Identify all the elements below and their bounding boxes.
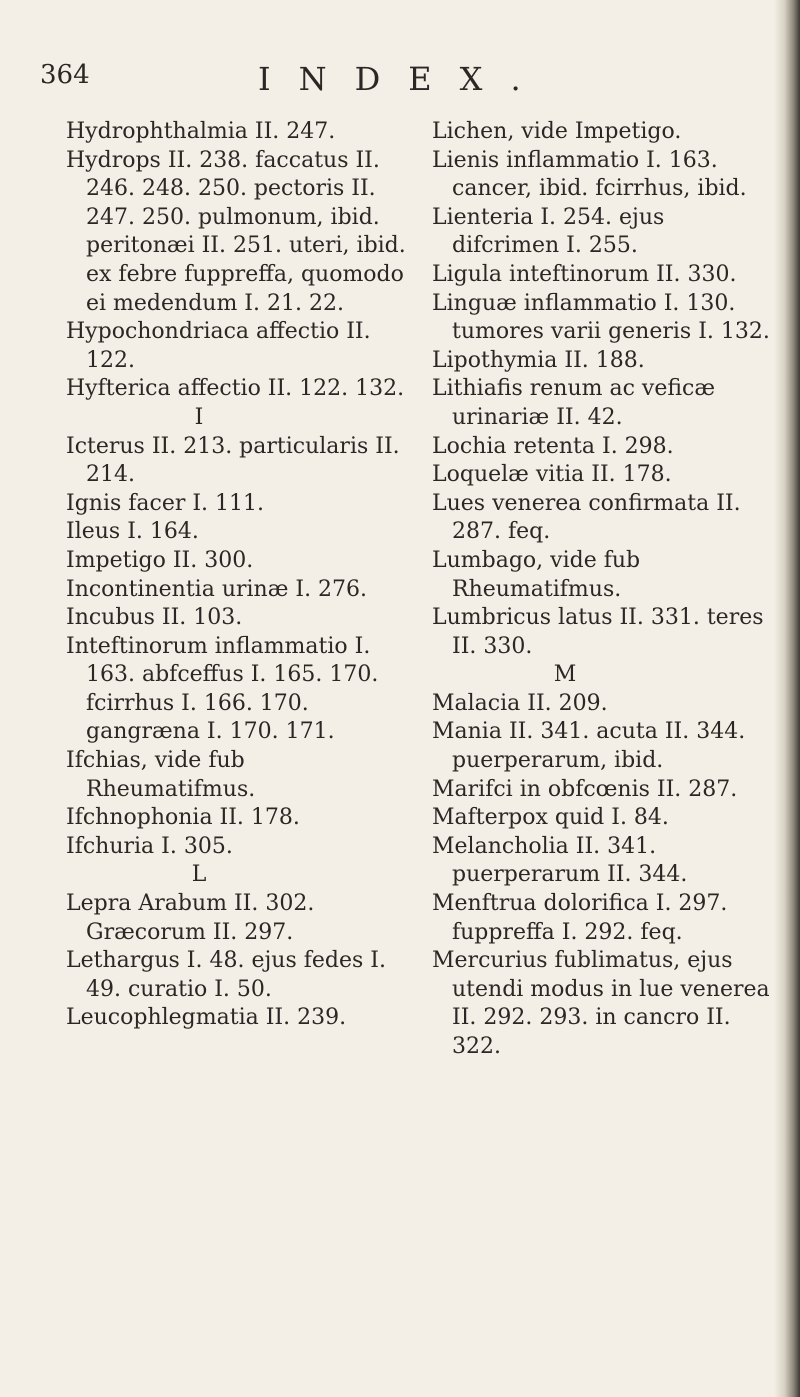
index-entry: Incubus II. 103. <box>66 605 243 631</box>
index-entry: Mafterpox quid I. 84. <box>432 805 669 831</box>
left-column <box>66 118 412 1033</box>
index-entry: Lipothymia II. 188. <box>432 347 645 373</box>
index-entry: Hydrops II. 238. faccatus II. 246. 248. 250. pectoris II. 247. 250. pulmonum, ibid. peritonæi II. 251. uteri, ibid. ex febre fuppreffa, quomodo ei medendum I. 21. 22. <box>66 147 406 316</box>
index-entry: Ifchuria I. 305. <box>66 833 233 859</box>
index-entry: Lues venerea confirmata II. 287. feq. <box>432 490 741 545</box>
index-entry: Lichen, vide Impetigo. <box>432 119 682 144</box>
index-entry: Incontinentia urinæ I. 276. <box>66 576 368 602</box>
index-entry: Ileus I. 164. <box>66 519 199 545</box>
index-entry: Ifchnophonia II. 178. <box>66 805 300 831</box>
index-entry: Menftrua dolorifica I. 297. fuppreffa I. 292. feq. <box>432 891 728 945</box>
index-entry: Impetigo II. 300. <box>66 547 254 573</box>
page-header <box>0 60 800 100</box>
index-entry: Lumbago, vide fub Rheumatifmus. <box>432 547 641 602</box>
index-entry: Lienis inflammatio I. 163. cancer, ibid. fcirrhus, ibid. <box>432 147 747 202</box>
page-title: INDEX. <box>258 60 549 98</box>
index-entry: Mercurius fublimatus, ejus utendi modus in lue venerea II. 292. 293. in cancro II. 322. <box>432 948 770 1059</box>
index-entry: Leucophlegmatia II. 239. <box>66 1005 347 1031</box>
index-entry: Linguæ inflammatio I. 130. tumores varii generis I. 132. <box>432 290 770 345</box>
index-entry: Hydrophthalmia II. 247. <box>66 119 336 144</box>
index-entry: Lochia retenta I. 298. <box>432 433 674 459</box>
section-letter: M <box>553 662 577 688</box>
index-entry: Ignis facer I. 111. <box>66 490 265 516</box>
index-entry: Lethargus I. 48. ejus fedes I. 49. curatio I. 50. <box>66 948 386 1002</box>
index-entry: Icterus II. 213. particularis II. 214. <box>66 433 400 488</box>
index-entry: Ifchias, vide fub Rheumatifmus. <box>66 748 256 802</box>
section-letter: I <box>194 404 204 430</box>
page-number: 364 <box>40 60 90 90</box>
index-entry: Mania II. 341. acuta II. 344. puerperarum, ibid. <box>432 719 746 774</box>
index-entry: Lepra Arabum II. 302. Græcorum II. 297. <box>66 891 315 945</box>
index-entry: Malacia II. 209. <box>432 690 608 716</box>
section-letter: L <box>191 862 207 888</box>
index-entry: Lumbricus latus II. 331. teres II. 330. <box>432 605 764 659</box>
index-entry: Lithiafis renum ac veficæ urinariæ II. 42. <box>432 376 716 430</box>
index-entry: Hypochondriaca affectio II. 122. <box>66 319 371 373</box>
index-entry: Melancholia II. 341. puerperarum II. 344. <box>432 833 688 888</box>
index-entry: Loquelæ vitia II. 178. <box>432 462 672 488</box>
right-column <box>432 118 778 1062</box>
index-entry: Hyfterica affectio II. 122. 132. <box>66 376 405 402</box>
index-entry: Inteftinorum inflammatio I. 163. abfceffus I. 165. 170. fcirrhus I. 166. 170. gangræna I. 170. 171. <box>66 633 379 745</box>
index-entry: Ligula inteftinorum II. 330. <box>432 261 737 287</box>
index-entry: Marifci in obfcœnis II. 287. <box>432 776 738 802</box>
index-entry: Lienteria I. 254. ejus difcrimen I. 255. <box>432 204 665 259</box>
